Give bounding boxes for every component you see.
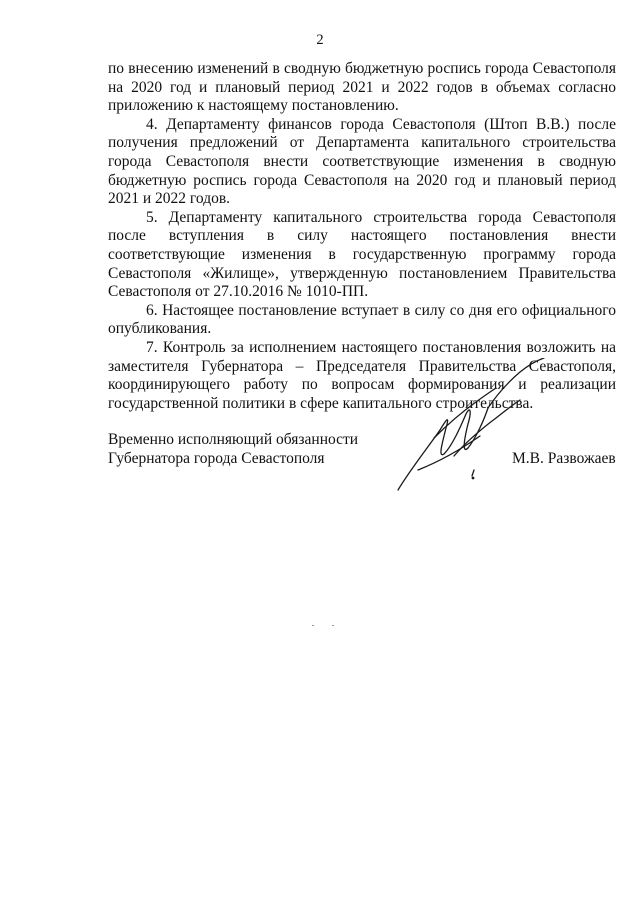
paragraph-item-7: 7. Контроль за исполнением настоящего постановления возложить на заместителя Губернатора – Председателя Правительства Севастополя, координирующего работу по вопросам формирования и реализации государственной политики в сфере капитального строительства. xyxy=(108,338,616,412)
paragraph-item-5: 5. Департаменту капитального строительства города Севастополя после вступления в силу настоящего постановления внести соответствующие изменения в государственную программу города Севастополя «Жилище», утвержденную постановлением Правительства Севастополя от 27.10.2016 № 1010-ПП. xyxy=(108,208,616,301)
paragraph-continuation: по внесению изменений в сводную бюджетную роспись города Севастополя на 2020 год и плановый период 2021 и 2022 годов в объемах согласно приложению к настоящему постановлению. xyxy=(108,60,616,115)
signatory-position xyxy=(108,431,358,468)
signatory-name: М.В. Развожаев xyxy=(512,450,616,467)
scan-artifact xyxy=(312,624,336,628)
page-number: 2 xyxy=(316,32,324,48)
signatory-position-line1: Временно исполняющий обязанности xyxy=(108,431,359,448)
paragraph-item-6: 6. Настоящее постановление вступает в силу со дня его официального опубликования. xyxy=(108,301,616,338)
handwritten-signature xyxy=(388,358,548,498)
signatory-position-line2: Губернатора города Севастополя xyxy=(108,449,325,467)
paragraph-item-4: 4. Департаменту финансов города Севастополя (Штоп В.В.) после получения предложений от Департамента капитального строительства города Севастополя внести соответствующие изменения в сводную бюджетную роспись города Севастополя на 2020 год и плановый период 2021 и 2022 годов. xyxy=(108,115,616,208)
